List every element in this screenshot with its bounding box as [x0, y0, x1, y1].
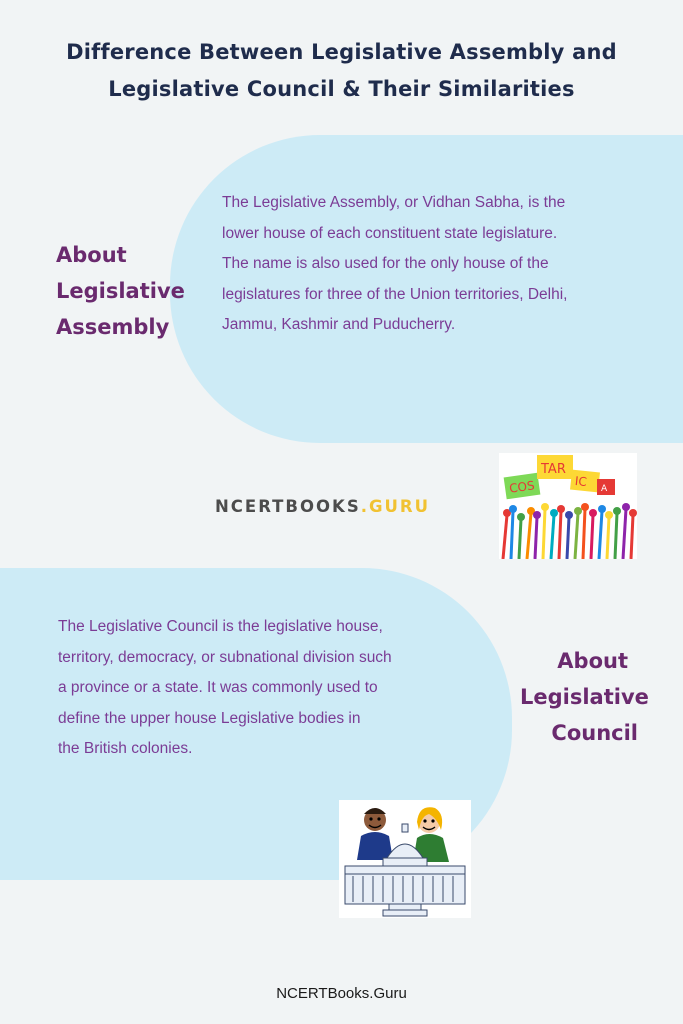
council-text-line: a province or a state. It was commonly used to: [58, 679, 378, 697]
title-line-2: Legislative Council & Their Similarities: [108, 77, 575, 101]
assembly-text-line: The Legislative Assembly, or Vidhan Sabha, is the: [222, 194, 566, 211]
brand-watermark: [215, 497, 430, 516]
council-heading-line-1: About: [557, 649, 628, 673]
council-heading-line-3: Council: [551, 721, 638, 745]
council-heading-line-2: Legislative: [520, 685, 649, 709]
title-line-1: Difference Between Legislative Assembly and: [66, 40, 617, 64]
sign-text-middle: TAR: [541, 462, 566, 477]
assembly-description: [222, 188, 567, 341]
assembly-heading-line-1: About: [56, 243, 127, 267]
council-text-line: the British colonies.: [58, 740, 193, 758]
council-text-line: The Legislative Council is the legislative house,: [58, 618, 383, 635]
brand-main: NCERTBOOKS: [215, 497, 361, 516]
crowd-protest-image: [499, 453, 637, 559]
council-description: [58, 612, 392, 765]
council-text-line: territory, democracy, or subnational division such: [58, 648, 392, 666]
assembly-text-line: legislatures for three of the Union territories, Delhi,: [222, 285, 568, 303]
assembly-heading-line-2: Legislative: [56, 279, 185, 303]
sign-text-left: COS: [508, 478, 536, 496]
assembly-heading-line-3: Assembly: [56, 315, 170, 339]
assembly-text-line: The name is also used for the only house of the: [222, 255, 549, 273]
sign-text-right: IC: [574, 473, 588, 490]
assembly-text-line: lower house of each constituent state legislature.: [222, 224, 558, 242]
capitol-building-image: [339, 800, 471, 918]
council-heading: [520, 643, 649, 751]
assembly-heading: [56, 237, 185, 345]
page-title: [0, 34, 683, 108]
footer-brand: NCERTBooks.Guru: [276, 985, 407, 1002]
sign-text-end: A: [601, 484, 608, 494]
council-text-line: define the upper house Legislative bodies in: [58, 709, 361, 727]
brand-accent: .GURU: [360, 497, 431, 516]
assembly-text-line: Jammu, Kashmir and Puducherry.: [222, 316, 456, 334]
